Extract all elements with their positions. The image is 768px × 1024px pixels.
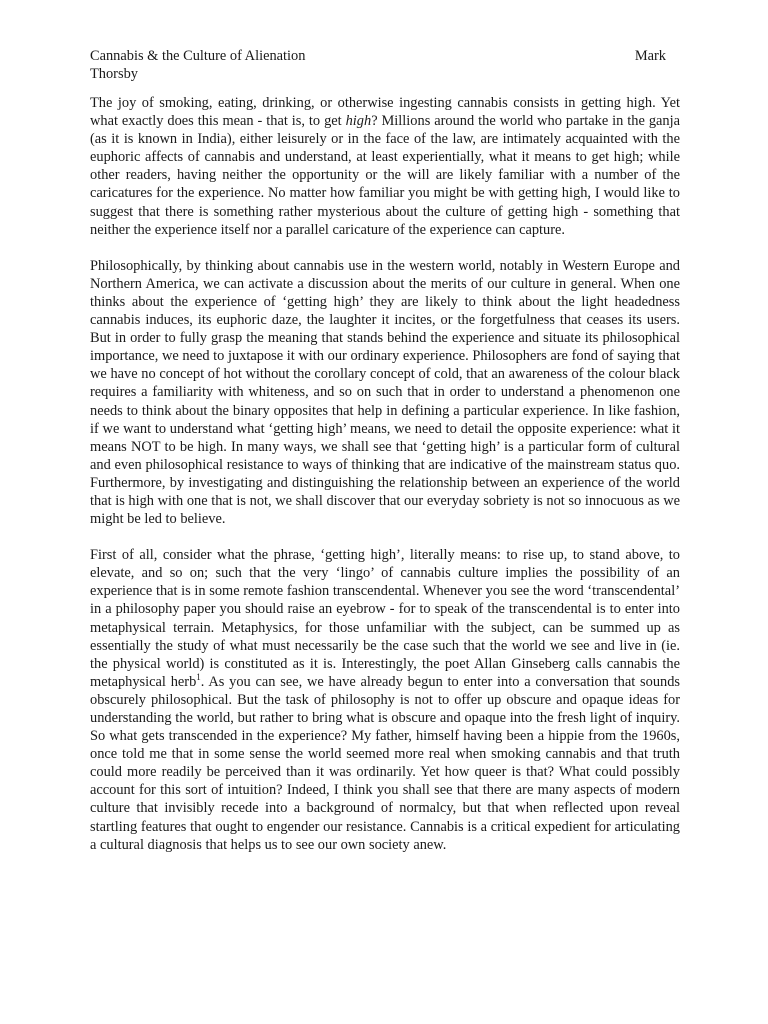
paragraph-1-text-b: ? Millions around the world who partake in the ganja (as it is known in India), either leisurely or in the face of the law, are intimately acquainted with the euphoric affects of cannabis and understand, at least experientially, what it means to get high; while other readers, having neither the opportunity or the will are likely familiar with a number of the caricatures for the experience. No matter how familiar you might be with getting high, I would like to suggest that there is something rather mysterious about the culture of getting high - something that neither the experience itself nor a parallel caricature of the experience can capture. [90, 113, 680, 238]
paragraph-1-text-a: The joy of smoking, eating, drinking, or otherwise ingesting cannabis consists in getting high. Yet what exactly does this mean - that is, to get [90, 95, 680, 130]
author-last-name: Thorsby [90, 66, 138, 82]
paragraph-3 [90, 546, 680, 854]
paragraph-3-text-b: . As you can see, we have already begun to enter into a conversation that sounds obscurely philosophical. But the task of philosophy is not to offer up obscure and opaque ideas for understanding the world, but rather to bring what is obscure and opaque into the fresh light of inquiry. So what gets transcended in the experience? My father, himself having been a hippie from the 1960s, once told me that in some sense the world seemed more real when smoking cannabis and that truth could more readily be perceived than it was ordinarily. Yet how queer is that? What could possibly account for this sort of intuition? Indeed, I think you shall see that there are many aspects of modern culture that invisibly recede into a background of normalcy, but that when reflected upon reveal startling features that ought to engender our resistance. Cannabis is a critical expedient for articulating a cultural diagnosis that helps us to see our own society anew. [90, 673, 681, 853]
document-page [90, 47, 680, 854]
footnote-marker[interactable]: 1 [196, 672, 201, 683]
paragraph-2: Philosophically, by thinking about cannabis use in the western world, notably in Western Europe and Northern America, we can activate a discussion about the merits of our culture in general. When one thinks about the experience of ‘getting high’ they are likely to think about the light headedness cannabis induces, its euphoric daze, the laughter it incites, or the forgetfulness that ceases its users. But in order to fully grasp the meaning that stands behind the experience and situate its philosophical importance, we need to juxtapose it with our ordinary experience. Philosophers are fond of saying that we have no concept of hot without the corollary concept of cold, that an awareness of the colour black requires a familiarity with whiteness, and so on such that in order to understand a phenomenon one needs to think about the binary opposites that help in defining a particular experience. In like fashion, if we want to understand what ‘getting high’ means, we need to detail the opposite experience: what it means NOT to be high. In many ways, we shall see that ‘getting high’ is a particular form of cultural and even philosophical resistance to ways of thinking that are indicative of the mainstream status quo. Furthermore, by investigating and distinguishing the relationship between an experience of the world that is high with one that is not, we shall discover that our everyday sobriety is not so innocuous as we might be led to believe. [90, 257, 680, 528]
paragraph-1-emphasis: high [345, 113, 372, 130]
author-first-name: Mark [634, 48, 666, 64]
document-header [90, 47, 680, 83]
paragraph-1 [90, 94, 680, 239]
document-title: Cannabis & the Culture of Alienation [90, 48, 306, 64]
paragraph-3-text-a: First of all, consider what the phrase, ‘getting high’, literally means: to rise up, to stand above, to elevate, and so on; such that the very ‘lingo’ of cannabis culture implies the possibility of an experience that is in some remote fashion transcendental. Whenever you see the word ‘transcendental’ in a philosophy paper you should raise an eyebrow - for to speak of the transcendental is to enter into metaphysical terrain. Metaphysics, for those unfamiliar with the subject, can be summed up as essentially the study of what must necessarily be the case such that the world we see and live in (ie. the physical world) is constituted as it is. Interestingly, the poet Allan Ginseberg calls cannabis the metaphysical herb [90, 547, 680, 690]
